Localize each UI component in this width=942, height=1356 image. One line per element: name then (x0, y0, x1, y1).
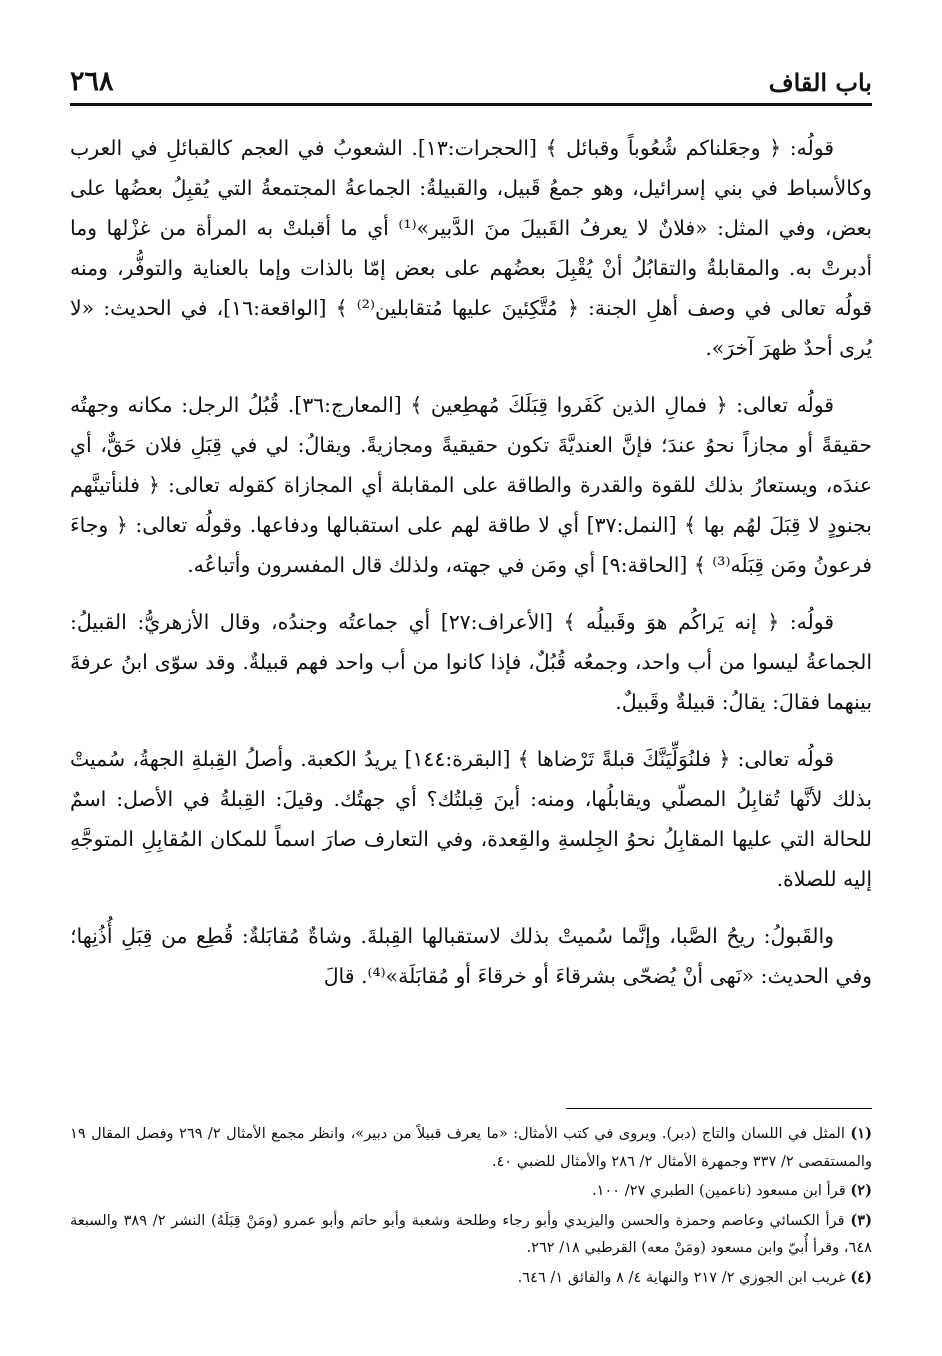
paragraph: قولُه تعالى: ﴿ فلنُوَلِّيَنَّكَ قبلةً تَرْضاها ﴾ [البقرة:١٤٤] يريدُ الكعبة. وأصلُ القِبلةِ الجهةُ، سُميتْ بذلك لأنَّها تُقابِلُ المصلّي ويقابلُها، ومنه: أينَ قِبلتُك؟ أي جهتُك. وقيلَ: القِبلةُ في الأصل: اسمٌ للحالة التي عليها المقابِلُ نحوُ الجِلسةِ والقِعدة، وفي التعارف صارَ اسماً للمكان المُقابِلِ المتوجَّهِ إليه للصلاة. (70, 747, 872, 891)
footnote (70, 1120, 872, 1175)
footnotes (70, 1120, 872, 1293)
footnote (70, 1177, 872, 1205)
paragraph: والقَبولُ: ريحُ الصَّبا، وإنَّما سُميتْ بذلك لاستقبالها القِبلةَ. وشاةٌ مُقابَلةٌ: قُطِع من قِبَلِ أُذُنِها؛ وفي الحديث: «نَهى أنْ يُضحّى بشرقاءَ أو خرقاءَ أو مُقابَلَة»⁽⁴⁾. قالَ (70, 924, 872, 988)
footnote-text: المثل في اللسان والتاج (دبر). ويروى في كتب الأمثال: «ما يعرف قبيلاً من دبير»، وانظر مجمع الأمثال ٢/ ٢٦٩ وفصل المقال ١٩ والمستقصى ٢/ ٣٣٧ وجمهرة الأمثال ٢/ ٢٨٦ والأمثال للضبي ٤٠. (70, 1125, 872, 1170)
footnote-text: غريب ابن الجوزي ٢/ ٢١٧ والنهاية ٤/ ٨ والفائق ١/ ٦٤٦. (517, 1268, 846, 1286)
footnote-number: (٢) (850, 1182, 872, 1199)
footnote (70, 1264, 872, 1292)
footnote-number: (٣) (850, 1211, 872, 1229)
footnote-divider (566, 1108, 872, 1109)
page-header (70, 60, 872, 106)
footnote-number: (١) (850, 1125, 872, 1142)
chapter-title: باب القاف (768, 68, 872, 97)
footnote-number: (٤) (850, 1268, 872, 1286)
footnote-text: قرأ ابن مسعود (ناعمين) الطبري ٢٧/ ١٠٠. (591, 1182, 846, 1199)
paragraph: قولُه: ﴿ إنه يَراكُم هوَ وقَبيلُه ﴾ [الأعراف:٢٧] أي جماعتُه وجندُه، وقال الأزهريُّ: القبيلُ: الجماعةُ ليسوا من أب واحد، وجمعُه قُبُلٌ، فإذا كانوا من أب واحد فهم قبيلةٌ. وقد سوّى ابنُ عرفةَ بينهما فقالَ: يقالُ: قبيلةٌ وقَبيلٌ. (70, 610, 872, 714)
main-text (70, 128, 872, 1013)
page-number: ٢٦٨ (70, 66, 114, 97)
footnote (70, 1207, 872, 1262)
paragraph: قولُه: ﴿ وجعَلناكم شُعُوباً وقبائل ﴾ [الحجرات:١٣]. الشعوبُ في العجم كالقبائلِ في العرب وكالأسباط في بني إسرائيل، وهو جمعُ قَبيل، والقبيلةُ: الجماعةُ المجتمعةُ التي يُقبِلُ بعضُها على بعض، وفي المثل: «فلانٌ لا يعرفُ القَبيلَ منَ الدَّبير»⁽¹⁾ أي ما أقبلتْ به المرأة من غزْلها وما أدبرتْ به. والمقابلةُ والتقابُلُ أنْ يُقْبِلَ بعضُهم على بعض إمّا بالذات وإما بالعناية والتوفُّر، ومنه قولُه تعالى في وصف أهلِ الجنة: ﴿ مُتَّكِئينَ عليها مُتقابلين⁽²⁾ ﴾ [الواقعة:١٦]، في الحديث: «لا يُرى أحدٌ ظهرَ آخرَ». (70, 136, 873, 360)
footnote-text: قرأ الكسائي وعاصم وحمزة والحسن واليزيدي وأبو رجاء وطلحة وشعبة وأبو حاتم وأبو عمرو (ومَنْ قِبَلَهُ) النشر ٢/ ٣٨٩ والسبعة ٦٤٨، وقرأ أُبيّ وابن مسعود (ومَنْ معه) القرطبي ١٨/ ٢٦٢. (70, 1211, 872, 1256)
paragraph: قولُه تعالى: ﴿ فمالِ الذين كَفَروا قِبَلَكَ مُهطِعين ﴾ [المعارج:٣٦]. قُبُلُ الرجل: مكانه وجهتُه حقيقةً أو مجازاً نحوُ عندَ؛ فإنَّ العنديَّةَ تكون حقيقيةً ومجازيةً. ويقالُ: لي في قِبَلِ فلان حَقٌّ، أي عندَه، ويستعارُ بذلك للقوة والقدرة والطاقة على المقابلة أي المجازاة كقوله تعالى: ﴿ فلنأتينَّهم بجنودٍ لا قِبَلَ لهُم بها ﴾ [النمل:٣٧] أي لا طاقة لهم على استقبالها ودفاعها. وقولُه تعالى: ﴿ وجاءَ فرعونُ ومَن قِبَلَه⁽³⁾ ﴾ [الحاقة:٩] أي ومَن في جهته، ولذلك قال المفسرون وأتباعُه. (70, 393, 872, 577)
